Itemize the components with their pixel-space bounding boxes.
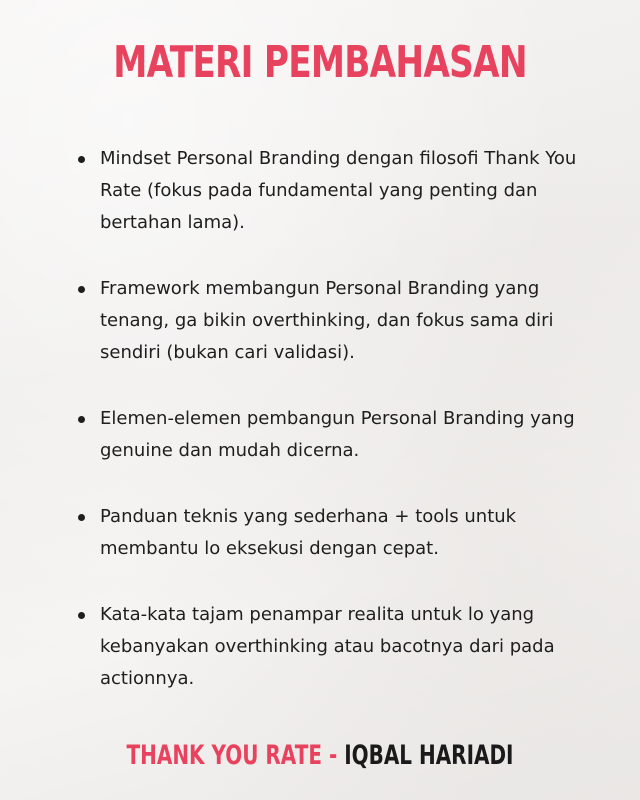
bullet-icon bbox=[78, 612, 85, 619]
list-item-text: Mindset Personal Branding dengan filosofi Thank You Rate (fokus pada fundamental yang penting dan bertahan lama). bbox=[100, 148, 577, 233]
list-item bbox=[75, 501, 595, 565]
bullet-icon bbox=[78, 156, 85, 163]
list-item bbox=[75, 403, 595, 467]
footer-separator: - bbox=[321, 740, 345, 771]
list-item bbox=[75, 273, 595, 369]
list-item-text: Panduan teknis yang sederhana + tools untuk membantu lo eksekusi dengan cepat. bbox=[100, 506, 517, 559]
topic-list bbox=[75, 143, 595, 729]
footer-brand: THANK YOU RATE bbox=[126, 740, 322, 771]
list-item-text: Elemen-elemen pembangun Personal Branding yang genuine dan mudah dicerna. bbox=[100, 408, 575, 461]
list-item-text: Kata-kata tajam penampar realita untuk lo yang kebanyakan overthinking atau bacotnya dari pada actionnya. bbox=[100, 604, 555, 689]
page-title: MATERI PEMBAHASAN bbox=[113, 37, 527, 88]
footer-author: IQBAL HARIADI bbox=[344, 740, 514, 771]
list-item bbox=[75, 143, 595, 239]
footer-credit bbox=[83, 734, 557, 778]
bullet-icon bbox=[78, 514, 85, 521]
bullet-icon bbox=[78, 416, 85, 423]
bullet-icon bbox=[78, 286, 85, 293]
list-item-text: Framework membangun Personal Branding yang tenang, ga bikin overthinking, dan fokus sama diri sendiri (bukan cari validasi). bbox=[100, 278, 554, 363]
list-item bbox=[75, 599, 595, 695]
